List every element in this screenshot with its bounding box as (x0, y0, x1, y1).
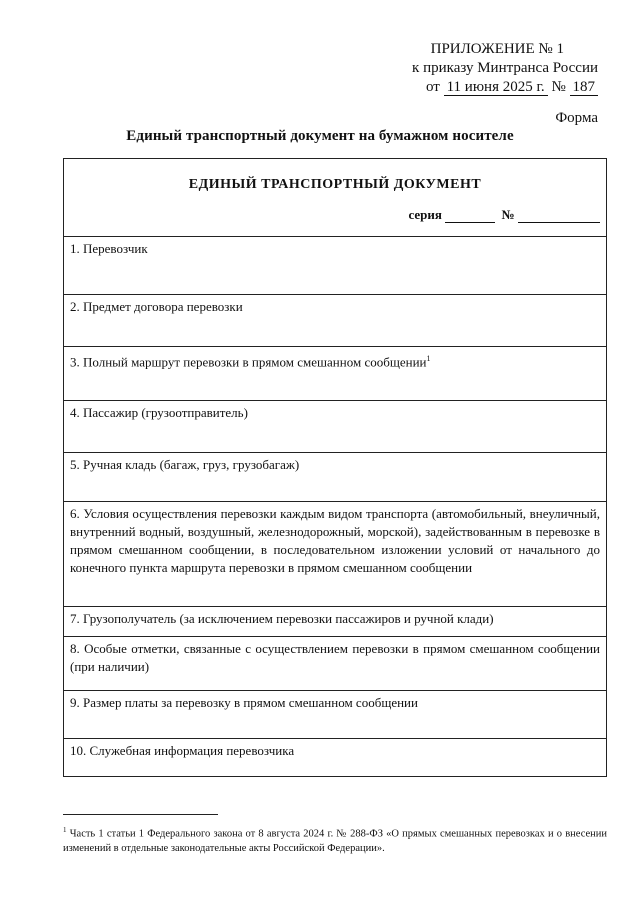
field-label: 7. Грузополучатель (за исключением перевозки пассажиров и ручной клади) (70, 611, 494, 626)
footnote (63, 823, 607, 856)
field-passenger-shipper[interactable] (64, 401, 606, 453)
number-prefix: № (551, 79, 566, 95)
field-label: 8. Особые отметки, связанные с осуществлением перевозки в прямом смешанном сообщении (при наличии) (70, 641, 600, 674)
footnote-ref: 1 (426, 354, 431, 363)
field-consignee[interactable] (64, 607, 606, 637)
field-carrier[interactable] (64, 237, 606, 295)
field-label: 6. Условия осуществления перевозки каждым видом транспорта (автомобильный, внеуличный, внутренний водный, воздушный, железнодорожный, морской), задействованным в перевозке в прямом смешанном сообщении, в последовательном изложении условий от начального до конечного пункта маршрута перевозки в прямом смешанном сообщении (70, 506, 600, 575)
field-fee[interactable] (64, 691, 606, 739)
field-transport-conditions[interactable] (64, 502, 606, 607)
series-number-line (408, 207, 600, 223)
doc-number-field[interactable] (518, 210, 600, 223)
form-label: Форма (555, 110, 598, 126)
footnote-divider (63, 814, 218, 815)
appendix-header (358, 40, 598, 97)
field-route[interactable] (64, 347, 606, 401)
form-header (64, 159, 606, 237)
order-number: 187 (570, 79, 599, 96)
series-label: серия (408, 207, 442, 222)
field-hand-luggage[interactable] (64, 453, 606, 502)
form-title: ЕДИНЫЙ ТРАНСПОРТНЫЙ ДОКУМЕНТ (188, 177, 482, 192)
field-label: 3. Полный маршрут перевозки в прямом смешанном сообщении (70, 354, 427, 370)
document-title: Единый транспортный документ на бумажном носителе (126, 128, 514, 144)
field-label: 2. Предмет договора перевозки (70, 299, 243, 314)
field-label: 5. Ручная кладь (багаж, груз, грузобагаж) (70, 457, 300, 472)
field-special-marks[interactable] (64, 637, 606, 691)
order-reference: к приказу Минтранса России (412, 60, 598, 76)
field-label: 4. Пассажир (грузоотправитель) (70, 405, 248, 420)
order-date: 11 июня 2025 г. (444, 79, 548, 96)
date-prefix: от (426, 79, 440, 95)
doc-number-label: № (501, 207, 515, 222)
transport-document-form (63, 158, 607, 777)
footnote-text: Часть 1 статьи 1 Федерального закона от 8 августа 2024 г. № 288-ФЗ «О прямых смешанных перевозках и о внесении изменений в отдельные законодательные акты Российской Федерации». (63, 828, 608, 854)
footnote-mark: 1 (63, 826, 67, 834)
field-label: 9. Размер платы за перевозку в прямом смешанном сообщении (70, 695, 418, 710)
appendix-number: ПРИЛОЖЕНИЕ № 1 (430, 41, 564, 57)
field-label: 10. Служебная информация перевозчика (70, 743, 295, 758)
field-label: 1. Перевозчик (70, 241, 148, 256)
order-date-line (358, 78, 598, 97)
field-service-info[interactable] (64, 739, 606, 776)
field-contract-subject[interactable] (64, 295, 606, 347)
series-field[interactable] (445, 210, 495, 223)
